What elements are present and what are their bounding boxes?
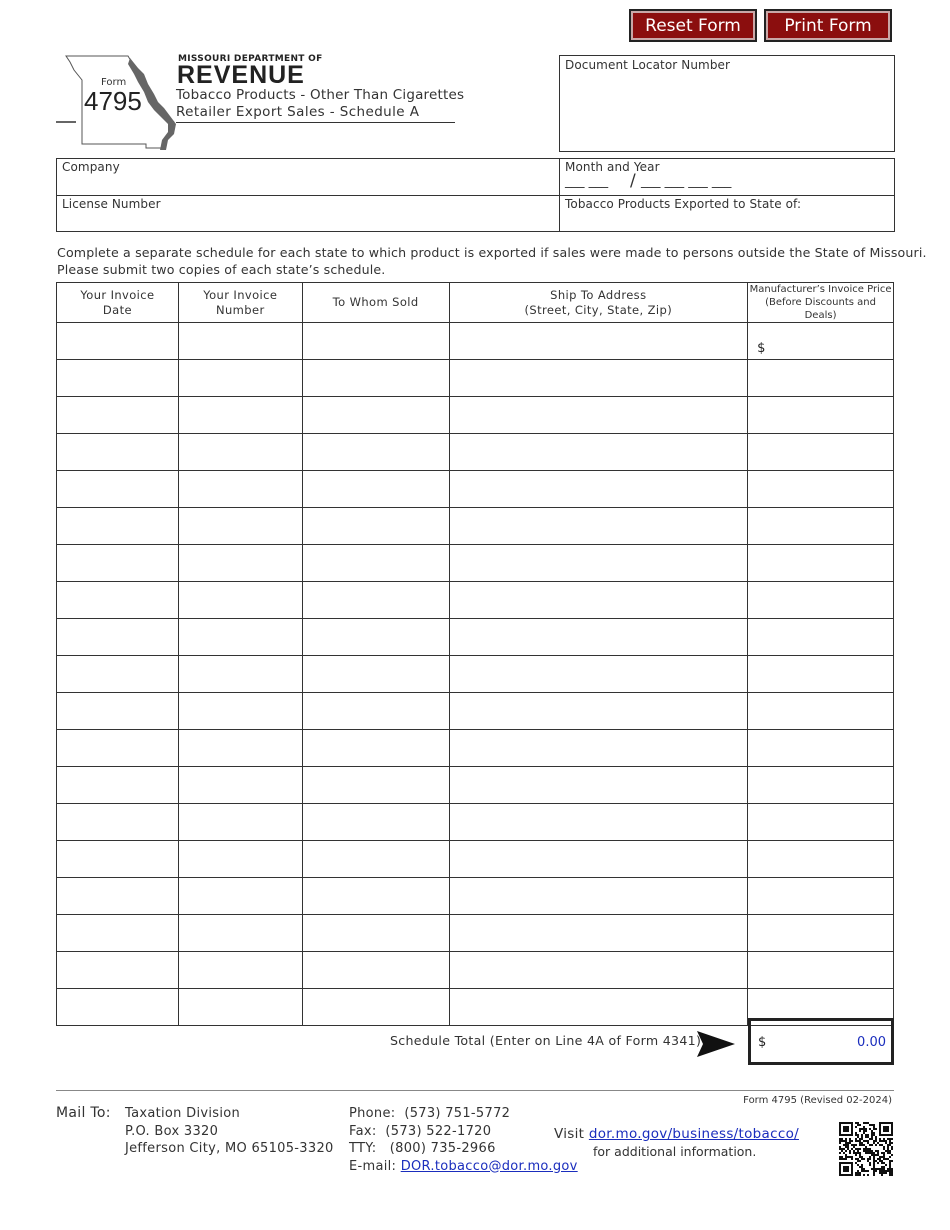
to-whom-sold-input[interactable] [302, 952, 449, 989]
schedule-table [56, 282, 894, 1026]
invoice-number-input[interactable] [178, 841, 302, 878]
table-row [57, 730, 894, 767]
to-whom-sold-input[interactable] [302, 360, 449, 397]
ship-to-address-input[interactable] [449, 397, 748, 434]
ship-to-address-input[interactable] [449, 841, 748, 878]
invoice-price-input[interactable] [748, 693, 894, 730]
form-word: Form [101, 77, 127, 88]
header-to-whom-sold: To Whom Sold [302, 283, 449, 323]
invoice-number-input[interactable] [178, 878, 302, 915]
header-invoice-number: Your Invoice Number [178, 283, 302, 323]
to-whom-sold-input[interactable] [302, 730, 449, 767]
ship-to-address-input[interactable] [449, 952, 748, 989]
table-row [57, 545, 894, 582]
address-line1: Taxation Division [125, 1106, 241, 1121]
table-header-row [57, 283, 894, 323]
phone-value: (573) 751-5772 [404, 1106, 511, 1121]
tty-label: TTY: [349, 1141, 377, 1156]
visit-line [554, 1126, 799, 1144]
header-ship-to-address: Ship To Address (Street, City, State, Zip) [449, 283, 748, 323]
invoice-price-input[interactable] [748, 952, 894, 989]
to-whom-sold-input[interactable] [302, 323, 449, 360]
ship-to-address-input[interactable] [449, 878, 748, 915]
ship-to-address-input[interactable] [449, 323, 748, 360]
license-number-input[interactable] [57, 211, 558, 231]
invoice-date-input[interactable] [57, 323, 179, 360]
invoice-number-input[interactable] [178, 508, 302, 545]
invoice-date-input[interactable] [57, 508, 179, 545]
ship-to-address-input[interactable] [449, 582, 748, 619]
invoice-number-input[interactable] [178, 397, 302, 434]
dept-name-small: MISSOURI DEPARTMENT OF [178, 54, 323, 64]
exported-to-state-label: Tobacco Products Exported to State of: [565, 197, 802, 211]
table-row [57, 878, 894, 915]
invoice-number-input[interactable] [178, 952, 302, 989]
invoice-price-input[interactable] [748, 582, 894, 619]
company-label: Company [62, 160, 120, 174]
total-value: 0.00 [857, 1035, 886, 1050]
invoice-number-input[interactable] [178, 693, 302, 730]
table-row [57, 619, 894, 656]
invoice-price-input[interactable] [748, 360, 894, 397]
header-invoice-price: Manufacturer’s Invoice Price (Before Discounts and Deals) [748, 283, 894, 323]
document-locator-label: Document Locator Number [565, 58, 731, 72]
invoice-price-input[interactable] [748, 841, 894, 878]
address-line3: Jefferson City, MO 65105-3320 [125, 1141, 334, 1156]
invoice-price-input[interactable] [748, 767, 894, 804]
invoice-date-input[interactable] [57, 989, 179, 1026]
fax-value: (573) 522-1720 [385, 1123, 492, 1139]
to-whom-sold-input[interactable] [302, 582, 449, 619]
invoice-date-input[interactable] [57, 767, 179, 804]
to-whom-sold-input[interactable] [302, 508, 449, 545]
invoice-number-input[interactable] [178, 730, 302, 767]
form-number: 4795 [84, 86, 142, 116]
invoice-date-input[interactable] [57, 434, 179, 471]
instructions [57, 244, 927, 278]
dept-logo-text: REVENUE [177, 61, 305, 89]
form-title-line1: Tobacco Products - Other Than Cigarettes [176, 87, 465, 103]
to-whom-sold-input[interactable] [302, 545, 449, 582]
instructions-line2: Please submit two copies of each state’s schedule. [57, 262, 386, 277]
ship-to-address-input[interactable] [449, 619, 748, 656]
address-line2: P.O. Box 3320 [125, 1123, 219, 1139]
invoice-number-input[interactable] [178, 989, 302, 1026]
to-whom-sold-input[interactable] [302, 434, 449, 471]
email-label: E-mail: [349, 1158, 397, 1174]
invoice-date-input[interactable] [57, 693, 179, 730]
month-year-label: Month and Year [565, 160, 660, 174]
invoice-price-input[interactable] [748, 434, 894, 471]
tty-value: (800) 735-2966 [389, 1141, 496, 1156]
ship-to-address-input[interactable] [449, 915, 748, 952]
invoice-number-input[interactable] [178, 582, 302, 619]
invoice-price-input[interactable] [748, 397, 894, 434]
to-whom-sold-input[interactable] [302, 471, 449, 508]
header-invoice-date: Your Invoice Date [57, 283, 179, 323]
invoice-price-input[interactable] [748, 915, 894, 952]
ship-to-address-input[interactable] [449, 989, 748, 1026]
ship-to-address-input[interactable] [449, 545, 748, 582]
qr-code-icon [839, 1122, 893, 1176]
to-whom-sold-input[interactable] [302, 989, 449, 1026]
ship-to-address-input[interactable] [449, 767, 748, 804]
company-input[interactable] [57, 173, 558, 194]
invoice-price-input[interactable] [748, 508, 894, 545]
invoice-price-input[interactable] [748, 323, 894, 360]
year-input[interactable]: ___ ___ ___ ___ [641, 174, 732, 189]
total-currency: $ [758, 1035, 767, 1050]
visit-label: Visit [554, 1126, 585, 1142]
website-link[interactable]: dor.mo.gov/business/tobacco/ [588, 1126, 799, 1142]
print-form-button[interactable]: Print Form [764, 9, 892, 42]
table-row [57, 915, 894, 952]
month-year-slash: / [630, 171, 636, 191]
table-row [57, 693, 894, 730]
ship-to-address-input[interactable] [449, 471, 748, 508]
invoice-number-input[interactable] [178, 804, 302, 841]
arrow-right-icon [697, 1031, 735, 1057]
invoice-date-input[interactable] [57, 471, 179, 508]
invoice-date-input[interactable] [57, 582, 179, 619]
invoice-date-input[interactable] [57, 804, 179, 841]
exported-to-state-input[interactable] [560, 211, 894, 231]
form-revision: Form 4795 (Revised 02-2024) [743, 1095, 892, 1106]
to-whom-sold-input[interactable] [302, 693, 449, 730]
month-input[interactable]: ___ ___ [565, 174, 609, 189]
to-whom-sold-input[interactable] [302, 619, 449, 656]
to-whom-sold-input[interactable] [302, 397, 449, 434]
table-row [57, 582, 894, 619]
invoice-date-input[interactable] [57, 952, 179, 989]
table-row [57, 952, 894, 989]
invoice-date-input[interactable] [57, 841, 179, 878]
invoice-number-input[interactable] [178, 767, 302, 804]
ship-to-address-input[interactable] [449, 508, 748, 545]
form-title-line2: Retailer Export Sales - Schedule A [176, 104, 455, 123]
to-whom-sold-input[interactable] [302, 878, 449, 915]
invoice-price-input[interactable] [748, 656, 894, 693]
invoice-number-input[interactable] [178, 619, 302, 656]
email-link[interactable]: DOR.tobacco@dor.mo.gov [400, 1158, 578, 1174]
invoice-number-input[interactable] [178, 434, 302, 471]
document-locator-box[interactable] [559, 55, 895, 152]
price-currency: $ [757, 341, 766, 356]
invoice-number-input[interactable] [178, 915, 302, 952]
reset-form-button[interactable]: Reset Form [629, 9, 757, 42]
phone-label: Phone: [349, 1106, 396, 1121]
ship-to-address-input[interactable] [449, 730, 748, 767]
table-row [57, 397, 894, 434]
invoice-date-input[interactable] [57, 915, 179, 952]
schedule-total-label: Schedule Total (Enter on Line 4A of Form 4341) [390, 1033, 702, 1048]
license-number-label: License Number [62, 197, 161, 211]
fax-label: Fax: [349, 1123, 377, 1139]
ship-to-address-input[interactable] [449, 434, 748, 471]
invoice-date-input[interactable] [57, 878, 179, 915]
footer-divider [56, 1090, 894, 1091]
invoice-number-input[interactable] [178, 471, 302, 508]
invoice-date-input[interactable] [57, 360, 179, 397]
table-row [57, 434, 894, 471]
invoice-date-input[interactable] [57, 730, 179, 767]
invoice-price-input[interactable] [748, 730, 894, 767]
invoice-number-input[interactable] [178, 656, 302, 693]
to-whom-sold-input[interactable] [302, 804, 449, 841]
table-row [57, 508, 894, 545]
instructions-line1: Complete a separate schedule for each state to which product is exported if sales were made to persons outside the State of Missouri. [57, 245, 927, 260]
table-row [57, 841, 894, 878]
to-whom-sold-input[interactable] [302, 767, 449, 804]
invoice-price-input[interactable] [748, 471, 894, 508]
table-row [57, 804, 894, 841]
table-row [57, 767, 894, 804]
invoice-number-input[interactable] [178, 323, 302, 360]
schedule-total-field[interactable] [748, 1018, 894, 1065]
ship-to-address-input[interactable] [449, 360, 748, 397]
table-row [57, 471, 894, 508]
invoice-date-input[interactable] [57, 397, 179, 434]
ship-to-address-input[interactable] [449, 804, 748, 841]
table-row [57, 360, 894, 397]
mail-to-label: Mail To: [56, 1105, 111, 1121]
invoice-date-input[interactable] [57, 619, 179, 656]
invoice-date-input[interactable] [57, 545, 179, 582]
invoice-price-input[interactable] [748, 619, 894, 656]
table-row [57, 323, 894, 360]
to-whom-sold-input[interactable] [302, 915, 449, 952]
contact-info [349, 1105, 578, 1175]
invoice-price-input[interactable] [748, 545, 894, 582]
additional-info: for additional information. [593, 1144, 757, 1159]
ship-to-address-input[interactable] [449, 656, 748, 693]
mail-address [125, 1105, 334, 1158]
invoice-date-input[interactable] [57, 656, 179, 693]
invoice-number-input[interactable] [178, 360, 302, 397]
to-whom-sold-input[interactable] [302, 841, 449, 878]
to-whom-sold-input[interactable] [302, 656, 449, 693]
invoice-number-input[interactable] [178, 545, 302, 582]
table-row [57, 656, 894, 693]
invoice-price-input[interactable] [748, 878, 894, 915]
invoice-price-input[interactable] [748, 804, 894, 841]
ship-to-address-input[interactable] [449, 693, 748, 730]
